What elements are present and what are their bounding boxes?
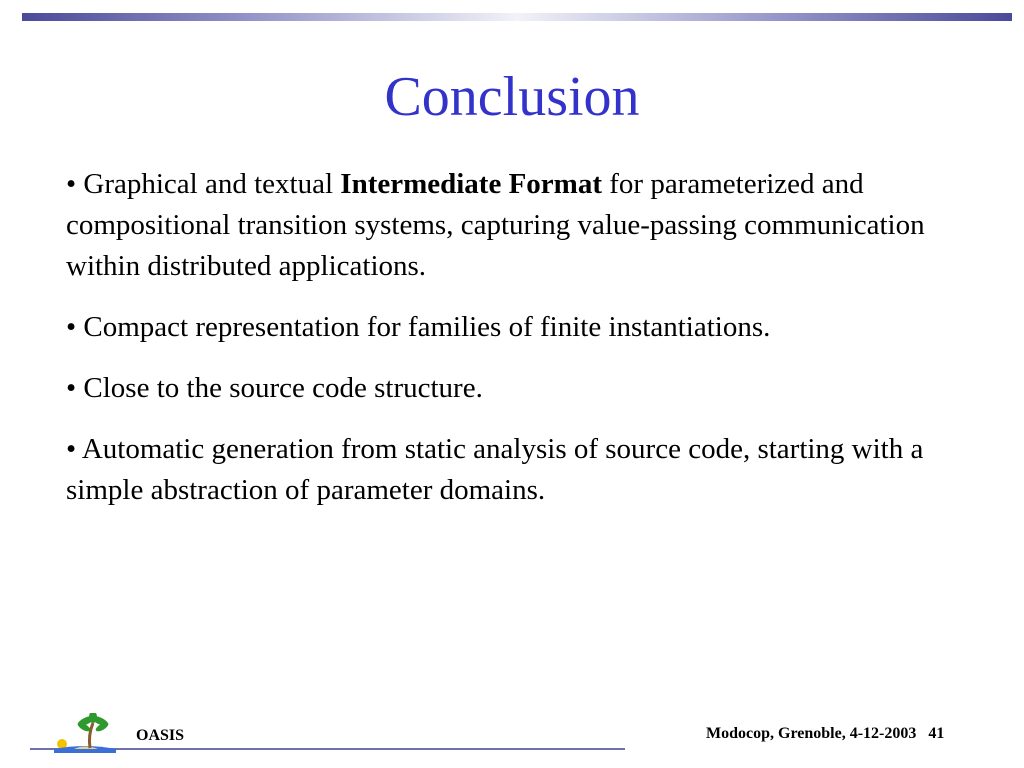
footer-project-label: OASIS	[136, 727, 185, 744]
footer-divider	[30, 748, 625, 750]
bullet-marker: •	[66, 311, 77, 343]
footer-event: Modocop, Grenoble, 4-12-2003	[706, 725, 917, 742]
bullet-text: Close to the source code structure.	[83, 372, 483, 404]
bullet-text: Automatic generation from static analysis of source code, starting with a simple abstraction of parameter domains.	[66, 433, 924, 506]
bullet-list	[66, 164, 966, 531]
top-accent-bar	[22, 13, 1012, 21]
bullet-marker: •	[66, 168, 77, 200]
page-number: 41	[928, 725, 945, 742]
footer-event-info	[706, 725, 944, 743]
bullet-item	[66, 307, 966, 348]
palm-island-logo	[52, 713, 118, 753]
bullet-item	[66, 429, 966, 511]
bullet-text-start: Graphical and textual	[83, 168, 334, 200]
slide-title: Conclusion	[384, 66, 640, 128]
bullet-emphasis: Intermediate Format	[340, 168, 602, 200]
bullet-item	[66, 368, 966, 409]
bullet-marker: •	[66, 372, 77, 404]
bullet-item	[66, 164, 966, 287]
bullet-text: Compact representation for families of finite instantiations.	[83, 311, 771, 343]
bullet-marker: •	[66, 433, 77, 465]
bullet-text-end: for parameterized and compositional transition systems, capturing value-passing communication within distributed applications.	[66, 168, 925, 282]
palm-trunk-icon	[89, 723, 93, 748]
